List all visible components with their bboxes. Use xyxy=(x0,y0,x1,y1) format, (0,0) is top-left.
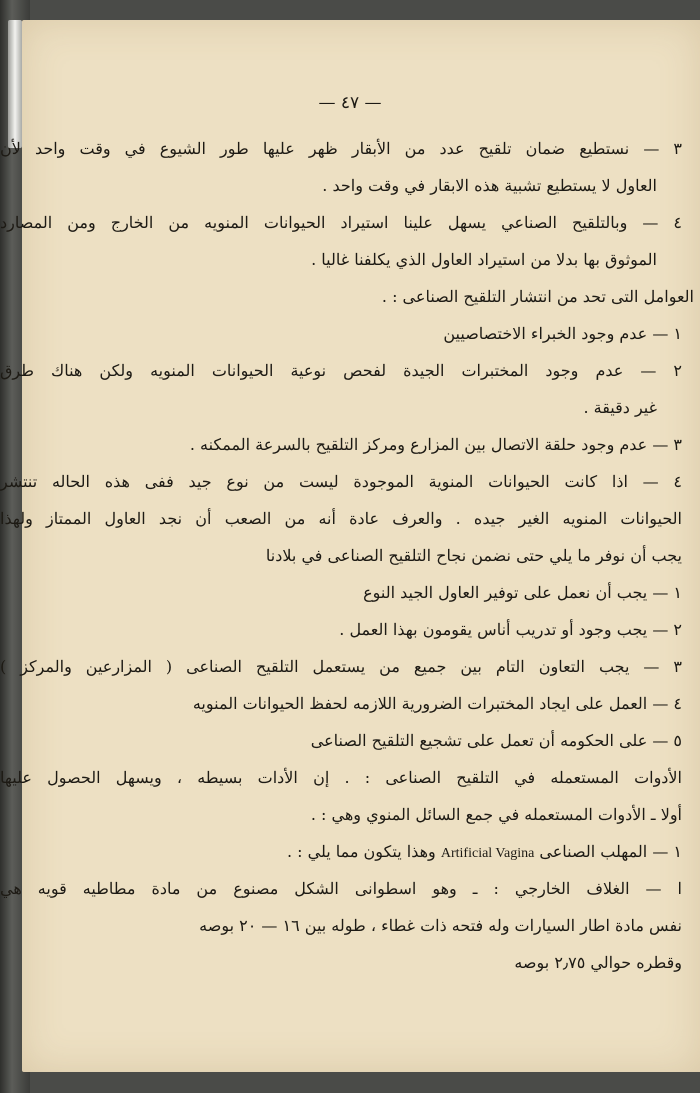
text-line xyxy=(0,907,682,944)
text-line xyxy=(0,167,657,204)
text-line xyxy=(0,426,682,463)
line-text: ٤ — وبالتلقيح الصناعي يسهل علينا استيراد الحيوانات المنويه من الخارج ومن المصارد xyxy=(0,213,682,232)
line-text: ٢ — يجب وجود أو تدريب أناس يقومون بهذا العمل . xyxy=(339,620,682,639)
text-line xyxy=(0,352,682,389)
line-text: ٢ — عدم وجود المختبرات الجيدة لفحص نوعية الحيوانات المنويه ولكن هناك طرق xyxy=(0,361,682,380)
line-text: ٣ — يجب التعاون التام بين جميع من يستعمل التلقيح الصناعى ( المزارعين والمركز ) xyxy=(0,657,682,676)
text-line xyxy=(0,759,682,796)
text-line xyxy=(0,389,657,426)
line-text: غير دقيقة . xyxy=(583,398,657,417)
text-line xyxy=(0,685,682,722)
line-text: العاول لا يستطيع تشبية هذه الابقار في وقت واحد . xyxy=(322,176,657,195)
line-text: وقطره حوالي ٢٫٧٥ بوصه xyxy=(514,953,682,972)
text-line xyxy=(0,648,682,685)
line-text-continued: وهذا يتكون مما يلي : . xyxy=(286,842,436,861)
line-text: الموثوق بها بدلا من استيراد العاول الذي يكلفنا غاليا . xyxy=(311,250,657,269)
line-text: ١ — عدم وجود الخبراء الاختصاصيين xyxy=(443,324,682,343)
text-line xyxy=(0,796,682,833)
line-text: ٣ — عدم وجود حلقة الاتصال بين المزارع ومركز التلقيح بالسرعة الممكنه . xyxy=(189,435,682,454)
line-text: الأدوات المستعمله في التلقيح الصناعى : . إن الأدات بسيطه ، ويسهل الحصول عليها xyxy=(0,768,682,787)
text-line xyxy=(0,611,682,648)
line-text: أولا ـ الأدوات المستعمله في جمع السائل المنوي وهي : . xyxy=(310,805,682,824)
text-line xyxy=(0,870,682,907)
line-text: العوامل التى تحد من انتشار التلقيح الصناعى : . xyxy=(381,287,694,306)
text-line xyxy=(0,944,682,981)
text-line xyxy=(0,833,682,870)
text-line xyxy=(0,130,682,167)
text-line xyxy=(0,500,682,537)
text-line xyxy=(0,537,682,574)
line-text: ا — الغلاف الخارجي : ـ وهو اسطوانى الشكل مصنوع من مادة مطاطيه قويه هي xyxy=(0,879,682,898)
line-text: ٤ — العمل على ايجاد المختبرات الضرورية اللازمه لحفظ الحيوانات المنويه xyxy=(192,694,682,713)
text-line xyxy=(0,278,694,315)
text-line xyxy=(0,241,657,278)
text-line xyxy=(0,315,682,352)
text-line xyxy=(0,722,682,759)
page-number: — ٤٧ — xyxy=(318,93,382,113)
line-text: ٥ — على الحكومه أن تعمل على تشجيع التلقيح الصناعى xyxy=(310,731,682,750)
line-text: ١ — المهلب الصناعى xyxy=(539,842,682,861)
line-text: ٣ — نستطيع ضمان تلقيح عدد من الأبقار ظهر عليها طور الشيوع في وقت واحد لأن xyxy=(0,139,682,158)
text-line xyxy=(0,463,682,500)
line-text: الحيوانات المنويه الغير جيده . والعرف عادة أنه من الصعب أن نجد العاول الممتاز ولهذا xyxy=(0,509,682,528)
line-text: نفس مادة اطار السيارات وله فتحه ذات غطاء ، طوله بين ١٦ — ٢٠ بوصه xyxy=(199,916,682,935)
text-line xyxy=(0,204,682,241)
line-text: ١ — يجب أن نعمل على توفير العاول الجيد النوع xyxy=(363,583,682,602)
binding-clip xyxy=(8,20,22,148)
text-line xyxy=(0,574,682,611)
body-text xyxy=(0,130,694,981)
line-text: ٤ — اذا كانت الحيوانات المنوية الموجودة ليست من نوع جيد ففى هذه الحاله تنتشر xyxy=(0,472,682,491)
latin-term: Artificial Vagina xyxy=(440,846,535,861)
line-text: يجب أن نوفر ما يلي حتى نضمن نجاح التلقيح الصناعى في بلادنا xyxy=(265,546,682,565)
